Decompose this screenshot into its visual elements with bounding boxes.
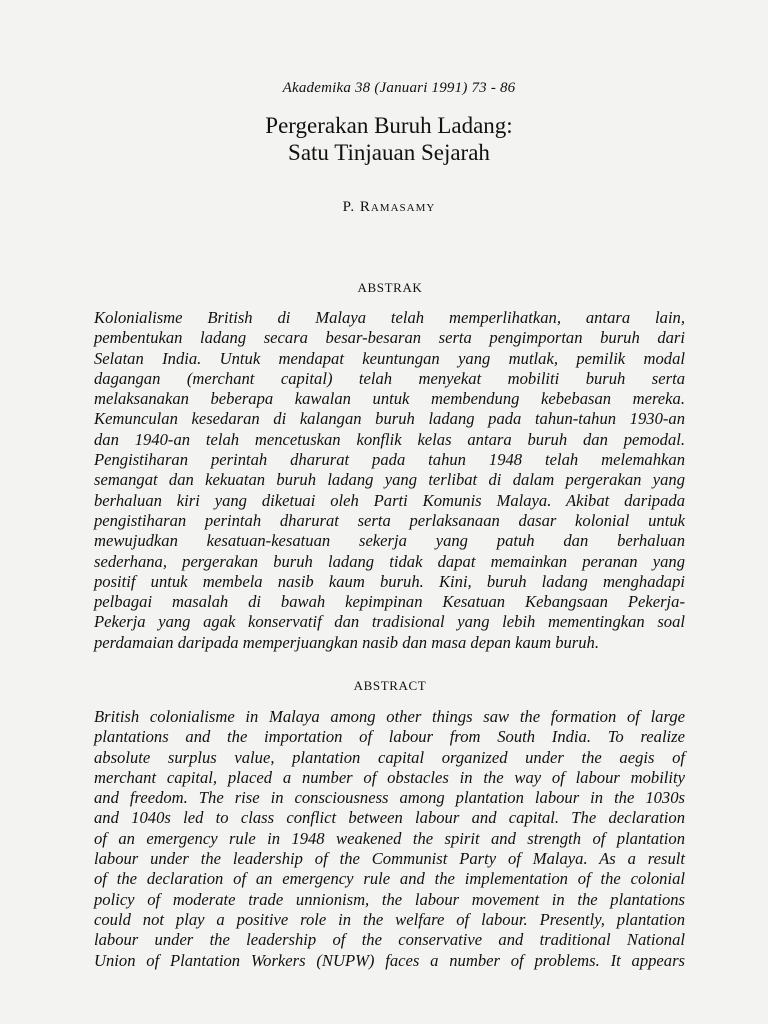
abstrak-line: Pekerja yang agak konservatif dan tradisional yang lebih mementingkan soal <box>94 612 685 632</box>
abstrak-heading: ABSTRAK <box>357 280 423 295</box>
abstrak-line: mewujudkan kesatuan-kesatuan sekerja yang patuh dan berhaluan <box>94 531 685 551</box>
article-title <box>0 112 768 166</box>
abstract-line: absolute surplus value, plantation capital organized under the aegis of <box>94 747 685 767</box>
abstract-line: merchant capital, placed a number of obstacles in the way of labour mobility <box>94 767 685 787</box>
abstrak-line: sederhana, pergerakan buruh ladang tidak dapat memainkan peranan yang <box>94 551 685 571</box>
abstract-paragraph <box>94 707 685 971</box>
abstrak-line: positif untuk membela nasib kaum buruh. Kini, buruh ladang menghadapi <box>94 571 685 591</box>
abstrak-paragraph <box>94 308 685 653</box>
abstrak-line: pembentukan ladang secara besar-besaran serta pengimportan buruh dari <box>94 328 685 348</box>
title-line-1: Pergerakan Buruh Ladang: <box>265 113 513 138</box>
abstract-line: British colonialisme in Malaya among other things saw the formation of large <box>94 707 685 726</box>
abstract-heading-row <box>0 678 768 694</box>
abstrak-line: melaksanakan beberapa kawalan untuk membendung kebebasan mereka. <box>94 389 685 409</box>
abstract-line: labour under the leadership of the conservative and traditional National <box>94 930 685 950</box>
abstract-line: plantations and the importation of labour from South India. To realize <box>94 727 685 747</box>
abstrak-line: Kolonialisme British di Malaya telah memperlihatkan, antara lain, <box>94 308 685 327</box>
abstract-line: of the declaration of an emergency rule and the implementation of the colonial <box>94 869 685 889</box>
abstract-heading: ABSTRACT <box>353 678 427 693</box>
abstrak-line: pelbagai masalah di bawah kepimpinan Kesatuan Kebangsaan Pekerja- <box>94 592 685 612</box>
abstrak-line: Selatan India. Untuk mendapat keuntungan yang mutlak, pemilik modal <box>94 348 685 368</box>
abstrak-line: Pengistiharan perintah dharurat pada tahun 1948 telah melemahkan <box>94 450 685 470</box>
journal-header <box>0 80 768 97</box>
abstract-line: policy of moderate trade unnionism, the labour movement in the plantations <box>94 889 685 909</box>
author-line <box>0 199 768 216</box>
abstrak-heading-row <box>0 280 768 296</box>
abstrak-line: Kemunculan kesedaran di kalangan buruh ladang pada tahun-tahun 1930-an <box>94 409 685 429</box>
abstrak-line: dan 1940-an telah mencetuskan konflik kelas antara buruh dan pemodal. <box>94 429 685 449</box>
journal-citation: Akademika 38 (Januari 1991) 73 - 86 <box>282 80 516 96</box>
abstrak-line: perdamaian daripada memperjuangkan nasib dan masa depan kaum buruh. <box>94 632 599 652</box>
abstract-line: and 1040s led to class conflict between labour and capital. The declaration <box>94 808 685 828</box>
abstract-line: could not play a positive role in the welfare of labour. Presently, plantation <box>94 909 685 929</box>
abstrak-line: berhaluan kiri yang diketuai oleh Parti Komunis Malaya. Akibat daripada <box>94 490 685 510</box>
abstrak-line: semangat dan kekuatan buruh ladang yang terlibat di dalam pergerakan yang <box>94 470 685 490</box>
abstrak-line: pengistiharan perintah dharurat serta perlaksanaan dasar kolonial untuk <box>94 510 685 530</box>
abstract-line: labour under the leadership of the Communist Party of Malaya. As a result <box>94 849 685 869</box>
title-line-2: Satu Tinjauan Sejarah <box>288 140 490 165</box>
abstract-line: Union of Plantation Workers (NUPW) faces a number of problems. It appears <box>94 950 685 970</box>
author-name: P. Ramasamy <box>342 199 436 215</box>
abstrak-line: dagangan (merchant capital) telah menyekat mobiliti buruh serta <box>94 368 685 388</box>
abstract-line: of an emergency rule in 1948 weakened the spirit and strength of plantation <box>94 828 685 848</box>
abstract-line: and freedom. The rise in consciousness among plantation labour in the 1030s <box>94 788 685 808</box>
